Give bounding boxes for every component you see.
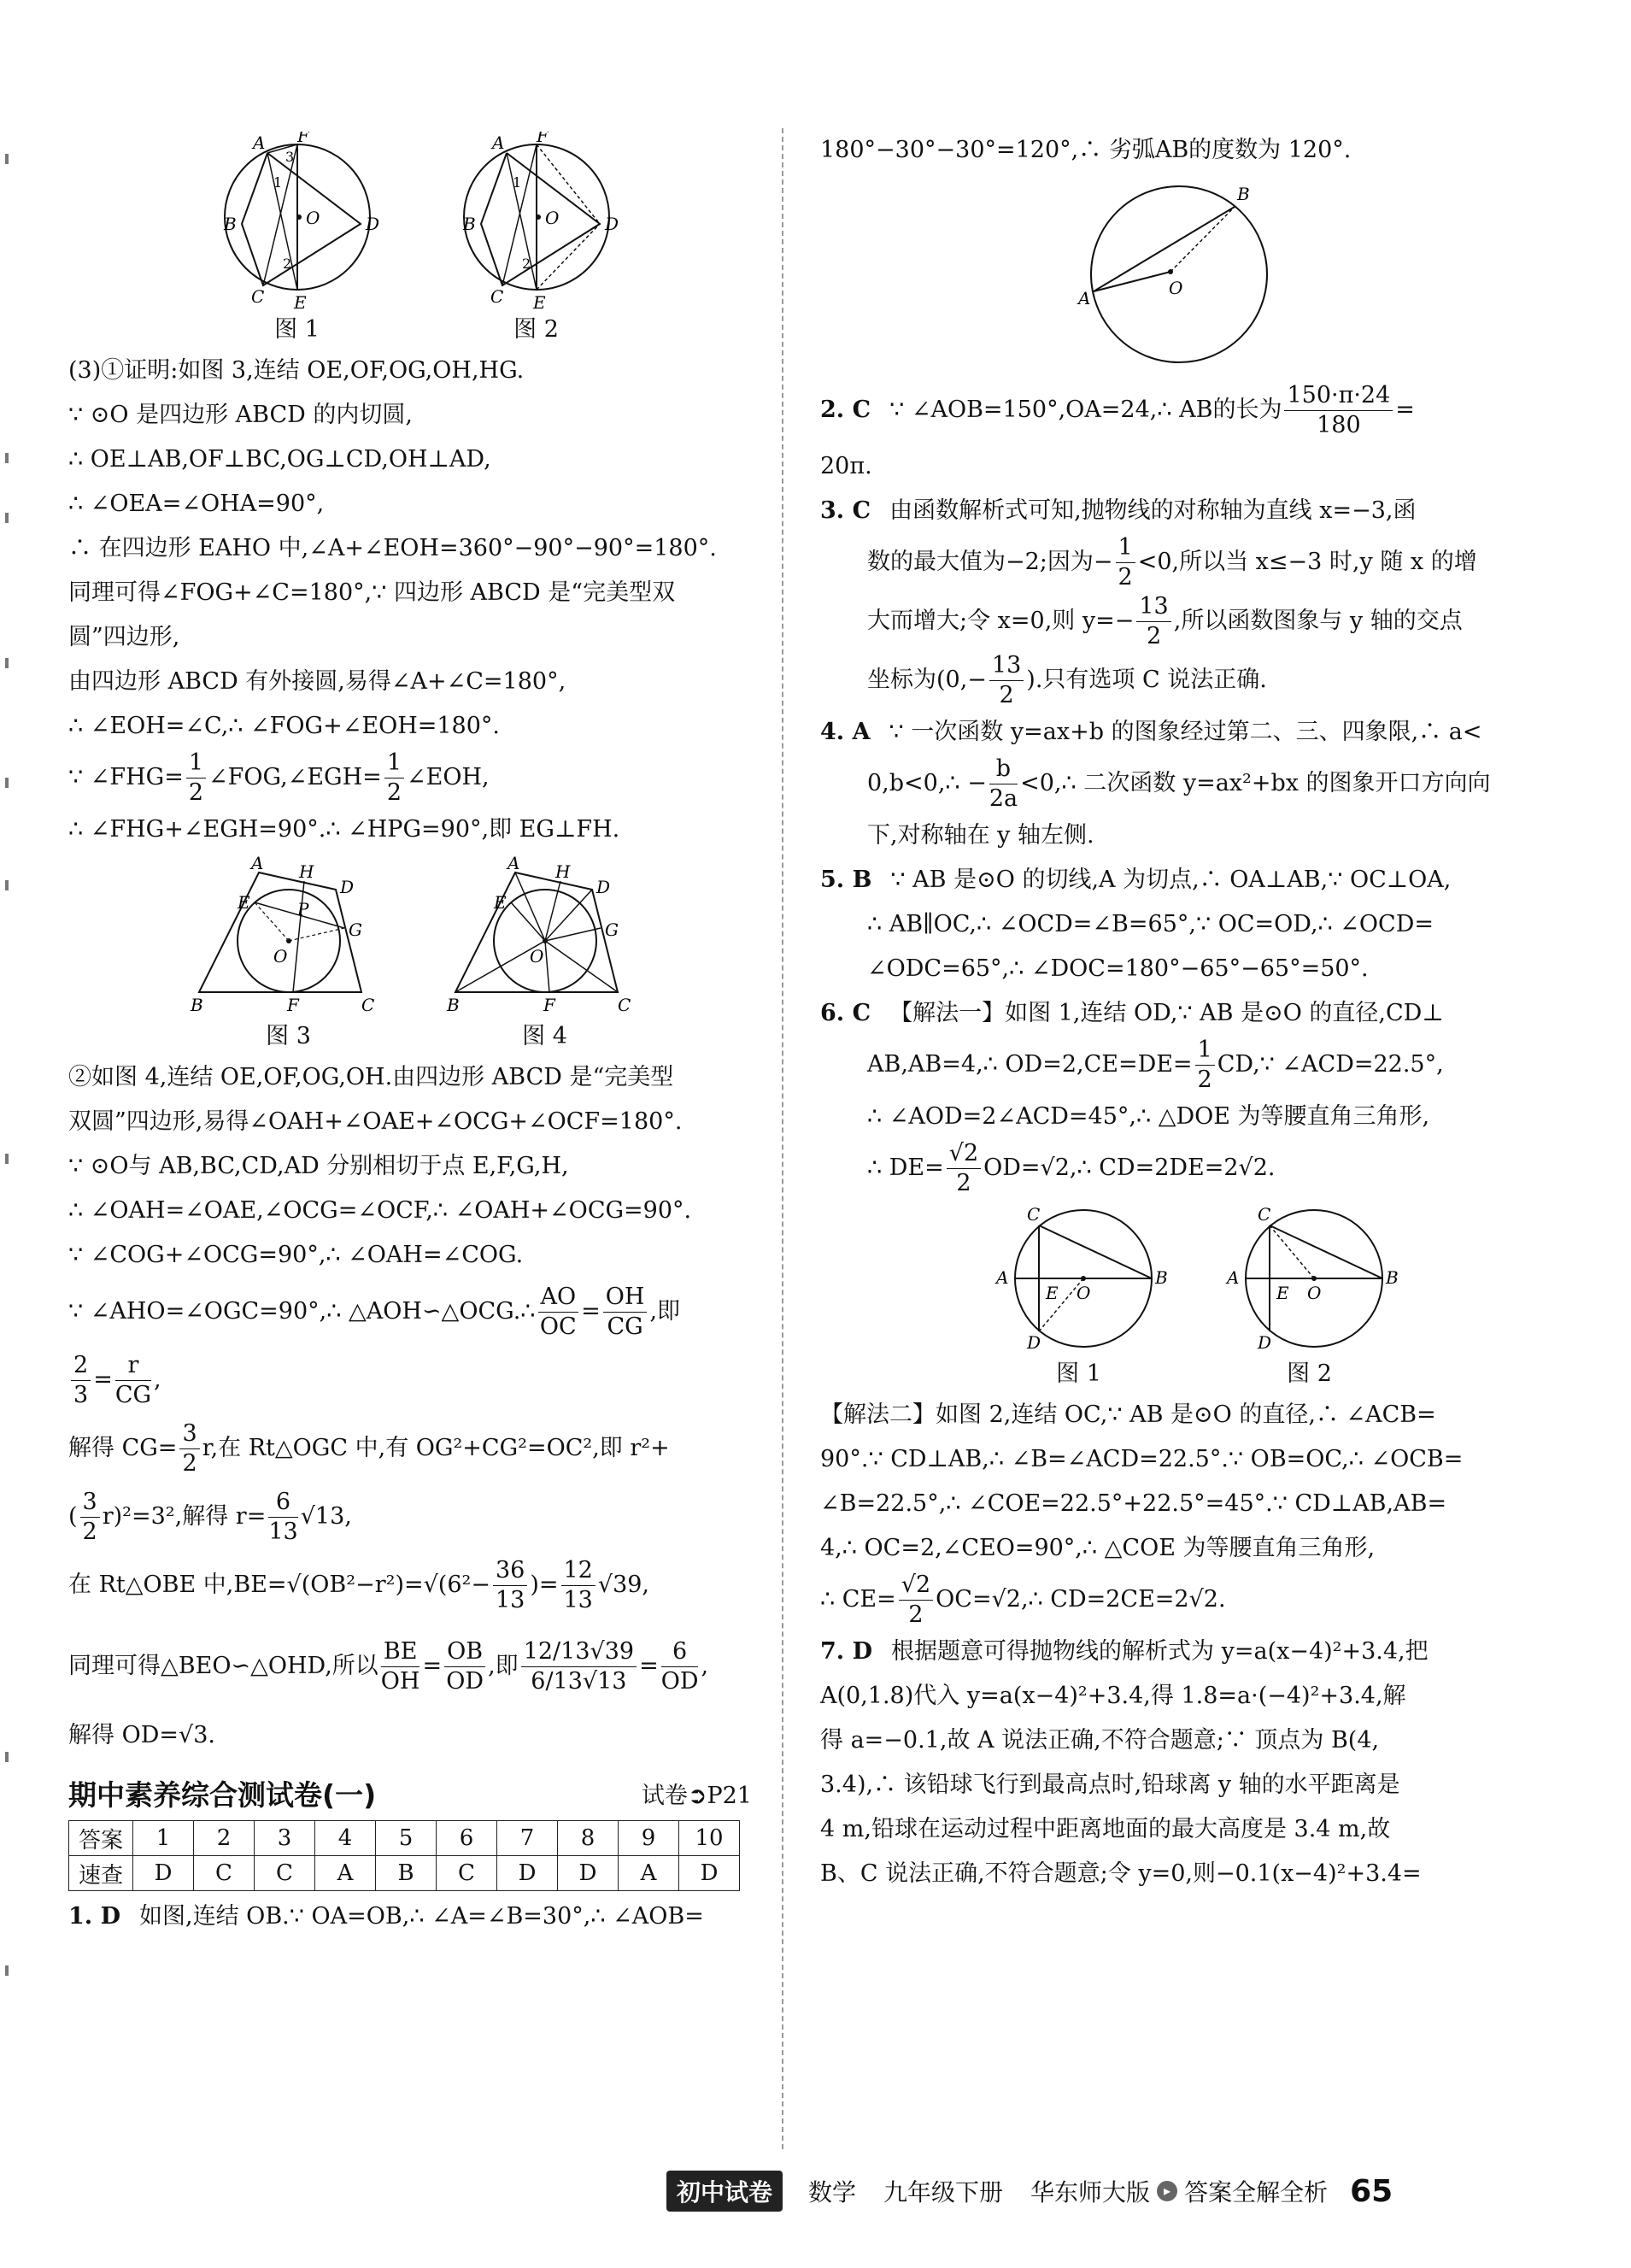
proof-line: (3)①证明:如图 3,连结 OE,OF,OG,OH,HG. [68,357,525,384]
svg-text:A: A [1226,1267,1239,1288]
svg-text:O: O [1076,1283,1090,1303]
svg-text:D: D [1257,1332,1271,1353]
table-header-cell: 答案 [69,1821,133,1856]
figure-row-3-4 [68,855,765,1052]
figure-2-caption: 图 2 [513,316,559,343]
svg-text:B: B [462,214,476,234]
proof-line-be: 在 Rt△OBE 中,BE=√(OB²−r²)=√(6²− $\frac{36}{13}$ )= $\frac{12}{13}$ √39, [68,1557,650,1613]
svg-text:1: 1 [273,174,282,191]
svg-text:B: B [1154,1267,1168,1288]
svg-text:2: 2 [521,256,531,272]
table-cell: D [679,1856,740,1891]
svg-text:H: H [554,861,570,882]
proof-line: ∵ ⊙O与 AB,BC,CD,AD 分别相切于点 E,F,G,H, [68,1153,569,1179]
svg-text:1: 1 [512,174,521,191]
figure-3-caption: 图 3 [266,1023,311,1049]
table-cell: 2 [194,1821,255,1856]
table-cell: 8 [558,1821,619,1856]
question-3: 3. C 由函数解析式可知,抛物线的对称轴为直线 x=−3,函 [820,497,1417,524]
question-5-line: ∠ODC=65°,∴ ∠DOC=180°−65°−65°=50°. [867,955,1369,982]
proof-line: ∵ ∠COG+∠OCG=90°,∴ ∠OAH=∠COG. [68,1242,524,1268]
question-7: 7. D 根据题意可得抛物线的解析式为 y=a(x−4)²+3.4,把 [820,1638,1429,1665]
svg-text:O: O [1169,278,1183,298]
proof-line: ∴ ∠OEA=∠OHA=90°, [68,491,325,517]
table-cell: B [376,1856,437,1891]
question-3-line: 数的最大值为−2;因为− $\frac{1}{2}$ <0,所以当 x≤−3 时,y 随 x 的增 [867,534,1477,591]
table-cell: 1 [133,1821,194,1856]
q6-figure-2 [1220,1202,1399,1390]
svg-text:E: E [237,892,250,913]
question-6-method2: 4,∴ OC=2,∠CEO=90°,∴ △COE 为等腰直角三角形, [820,1535,1376,1561]
arc-figure [820,176,1517,373]
svg-text:A: A [491,132,504,153]
table-cell: D [133,1856,194,1891]
table-row [69,1856,740,1891]
footer-grade: 九年级下册 [883,2178,1004,2206]
q6-figure-2-caption: 图 2 [1287,1360,1332,1387]
proof-line: 解得 OD=√3. [68,1722,215,1748]
svg-text:E: E [532,292,546,311]
svg-text:B: B [1237,184,1250,204]
table-cell: 4 [315,1821,376,1856]
question-6-method2: 【解法二】如图 2,连结 OC,∵ AB 是⊙O 的直径,∴ ∠ACB= [820,1401,1436,1428]
proof-line: ∴ ∠FHG+∠EGH=90°.∴ ∠HPG=90°,即 EG⊥FH. [68,816,620,843]
svg-text:O: O [529,946,543,967]
svg-text:E: E [293,292,307,311]
answer-table [68,1820,740,1891]
proof-line-r: ( $\frac{3}{2}$ r)²=3²,解得 r= $\frac{6}{13}$ √13, [68,1489,352,1545]
proof-line-similar: ∵ ∠AHO=∠OGC=90°,∴ △AOH∽△OCG.∴ $\frac{AO}{OC}$ = $\frac{OH}{CG}$ ,即 [68,1284,681,1340]
question-4: 4. A ∵ 一次函数 y=ax+b 的图象经过第二、三、四象限,∴ a< [820,719,1482,745]
table-cell: 6 [437,1821,497,1856]
right-column [820,128,1517,1896]
table-cell: 10 [679,1821,740,1856]
question-2: 2. C ∵ ∠AOB=150°,OA=24,∴ AB的长为 $\frac{150\cdot\pi\cdot 24}{180}$ = [820,382,1415,438]
table-row [69,1821,740,1856]
proof-line: ∴ OE⊥AB,OF⊥BC,OG⊥CD,OH⊥AD, [68,446,491,473]
svg-text:C: C [617,995,631,1015]
q6-figure-1-diagram [989,1202,1169,1355]
svg-text:F: F [296,132,309,146]
question-6-method2: ∴ CE= $\frac{√2}{2}$ OC=√2,∴ CD=2CE=2√2. [820,1572,1226,1628]
svg-text:C: C [1026,1204,1040,1225]
proof-line: 圆”四边形, [68,624,180,650]
question-3-line: 大而增大;令 x=0,则 y=− $\frac{13}{2}$ ,所以函数图象与 y 轴的交点 [867,593,1463,649]
proof-line: ∴ ∠EOH=∠C,∴ ∠FOG+∠EOH=180°. [68,713,500,739]
svg-text:D: D [1026,1332,1041,1353]
figure-3 [186,855,391,1052]
question-number: 1. D [68,1903,121,1930]
svg-text:2: 2 [282,256,291,272]
svg-text:O: O [544,208,559,228]
section-header [68,1773,752,1813]
figure-4-caption: 图 4 [522,1023,567,1049]
svg-text:F: F [536,132,549,146]
svg-text:C: C [250,286,264,307]
svg-text:A: A [507,855,519,873]
svg-text:B: B [446,995,460,1015]
svg-text:E: E [493,892,507,913]
svg-text:H: H [298,861,314,882]
svg-text:E: E [1276,1283,1289,1303]
table-cell: 7 [497,1821,558,1856]
footer-tag: 答案全解全析 [1184,2178,1329,2206]
question-2-cont: 20π. [820,453,872,479]
column-divider [782,128,783,2149]
question-5: 5. B ∵ AB 是⊙O 的切线,A 为切点,∴ OA⊥AB,∵ OC⊥OA, [820,867,1452,893]
figure-2-diagram [443,132,631,311]
svg-text:F: F [286,995,299,1015]
footer-edition: 华东师大版 [1030,2178,1151,2206]
table-cell: 3 [255,1821,315,1856]
svg-text:A: A [1078,288,1091,308]
question-6-method2: 90°.∵ CD⊥AB,∴ ∠B=∠ACD=22.5°.∵ OB=OC,∴ ∠OCB= [820,1446,1464,1472]
svg-text:G: G [604,920,619,940]
svg-text:C: C [490,286,503,307]
question-7-line: 3.4),∴ 该铅球飞行到最高点时,铅球离 y 轴的水平距离是 [820,1772,1400,1798]
proof-line-fhg: ∵ ∠FHG= $\frac{1}{2}$ ∠FOG,∠EGH= $\frac{1}{2}$ ∠EOH, [68,749,490,806]
table-cell: A [315,1856,376,1891]
svg-text:B: B [190,995,203,1015]
question-7-line: 4 m,铅球在运动过程中距离地面的最大高度是 3.4 m,故 [820,1816,1391,1842]
figure-3-diagram [186,855,391,1018]
question-5-line: ∴ AB∥OC,∴ ∠OCD=∠B=65°,∵ OC=OD,∴ ∠OCD= [867,911,1434,937]
figure-1-caption: 图 1 [274,316,320,343]
left-column [68,128,765,1939]
proof-line: ∵ ⊙O 是四边形 ABCD 的内切圆, [68,402,413,428]
proof-line: 双圆”四边形,易得∠OAH+∠OAE+∠OCG+∠OCF=180°. [68,1108,683,1135]
question-1: 1. D 如图,连结 OB.∵ OA=OB,∴ ∠A=∠B=30°,∴ ∠AOB= [68,1903,704,1930]
proof-line-sim2: 同理可得△BEO∽△OHD,所以 $\frac{BE}{OH}$ = $\frac{OB}{OD}$ ,即 $\frac{12/13√39}{6/13√13}$ = $\frac{6}{OD}$ , [68,1638,709,1695]
footer-brand: 初中试卷 [666,2171,783,2212]
table-cell: 5 [376,1821,437,1856]
proof-line: 同理可得∠FOG+∠C=180°,∵ 四边形 ABCD 是“完美型双 [68,579,676,606]
table-cell: D [497,1856,558,1891]
figure-row-1-2 [68,132,765,345]
svg-text:A: A [995,1267,1008,1288]
svg-text:G: G [348,920,362,940]
q6-figures [820,1202,1517,1390]
svg-text:D: D [604,214,619,234]
table-cell: 9 [619,1821,679,1856]
question-3-line: 坐标为(0,− $\frac{13}{2}$ ).只有选项 C 说法正确. [867,652,1267,708]
svg-text:A: A [252,132,265,153]
proof-line-cg: 解得 CG= $\frac{3}{2}$ r,在 Rt△OGC 中,有 OG²+CG²=OC²,即 r²+ [68,1420,670,1477]
figure-4 [443,855,648,1052]
svg-text:B: B [1385,1267,1399,1288]
arrow-icon: ▸ [1157,2181,1177,2201]
svg-text:C: C [1257,1204,1270,1225]
section-ref: 试卷➲P21 [641,1783,752,1809]
svg-text:F: F [543,995,555,1015]
svg-text:A: A [250,855,263,873]
question-7-line: 得 a=−0.1,故 A 说法正确,不符合题意;∵ 顶点为 B(4, [820,1727,1380,1754]
svg-text:O: O [1306,1283,1321,1303]
q6-figure-1-caption: 图 1 [1056,1360,1101,1387]
svg-text:D: D [339,877,354,897]
q6-figure-2-diagram [1220,1202,1399,1355]
table-cell: D [558,1856,619,1891]
table-header-cell: 速查 [69,1856,133,1891]
proof-line-ratio: $\frac{2}{3}$ = $\frac{r}{CG}$ , [68,1346,765,1414]
page-number: 65 [1350,2173,1393,2209]
figure-1-diagram [203,132,391,311]
svg-text:E: E [1045,1283,1059,1303]
table-cell: C [194,1856,255,1891]
arc-figure-diagram [1077,176,1273,373]
figure-4-diagram [443,855,648,1018]
svg-text:D: D [365,214,379,234]
q6-figure-1 [989,1202,1169,1390]
question-7-line: B、C 说法正确,不符合题意;令 y=0,则−0.1(x−4)²+3.4= [820,1860,1422,1887]
figure-1 [203,132,391,345]
page-footer [666,2171,1393,2212]
question-6-line: AB,AB=4,∴ OD=2,CE=DE= $\frac{1}{2}$ CD,∵ ∠ACD=22.5°, [867,1037,1444,1093]
table-cell: C [255,1856,315,1891]
svg-text:D: D [595,877,610,897]
svg-text:B: B [223,214,237,234]
footer-subject: 数学 [808,2178,857,2206]
table-cell: A [619,1856,679,1891]
question-6-line: ∴ ∠AOD=2∠ACD=45°,∴ △DOE 为等腰直角三角形, [867,1103,1430,1130]
svg-text:3: 3 [285,149,294,165]
svg-text:O: O [305,208,320,228]
question-4-line: 下,对称轴在 y 轴左侧. [867,822,1094,849]
svg-text:P: P [296,899,308,920]
question-4-line: 0,b<0,∴ − $\frac{b}{2a}$ <0,∴ 二次函数 y=ax²+bx 的图象开口方向向 [867,755,1491,812]
proof-line: ∴ ∠OAH=∠OAE,∠OCG=∠OCF,∴ ∠OAH+∠OCG=90°. [68,1197,692,1224]
question-6-line: ∴ DE= $\frac{√2}{2}$ OD=√2,∴ CD=2DE=2√2. [867,1140,1276,1196]
section-title: 期中素养综合测试卷(一) [68,1778,377,1812]
q1-continuation: 180°−30°−30°=120°,∴ 劣弧AB的度数为 120°. [820,137,1352,163]
proof-line: 由四边形 ABCD 有外接圆,易得∠A+∠C=180°, [68,668,566,695]
svg-text:O: O [273,946,287,967]
proof-line: ∴ 在四边形 EAHO 中,∠A+∠EOH=360°−90°−90°=180°. [68,535,717,561]
svg-text:C: C [361,995,374,1015]
table-cell: C [437,1856,497,1891]
question-6: 6. C 【解法一】如图 1,连结 OD,∵ AB 是⊙O 的直径,CD⊥ [820,1000,1444,1026]
figure-2 [443,132,631,345]
proof-line: ②如图 4,连结 OE,OF,OG,OH.由四边形 ABCD 是“完美型 [68,1064,674,1090]
question-7-line: A(0,1.8)代入 y=a(x−4)²+3.4,得 1.8=a·(−4)²+3.4,解 [820,1683,1406,1709]
question-6-method2: ∠B=22.5°,∴ ∠COE=22.5°+22.5°=45°.∵ CD⊥AB,AB= [820,1490,1447,1517]
